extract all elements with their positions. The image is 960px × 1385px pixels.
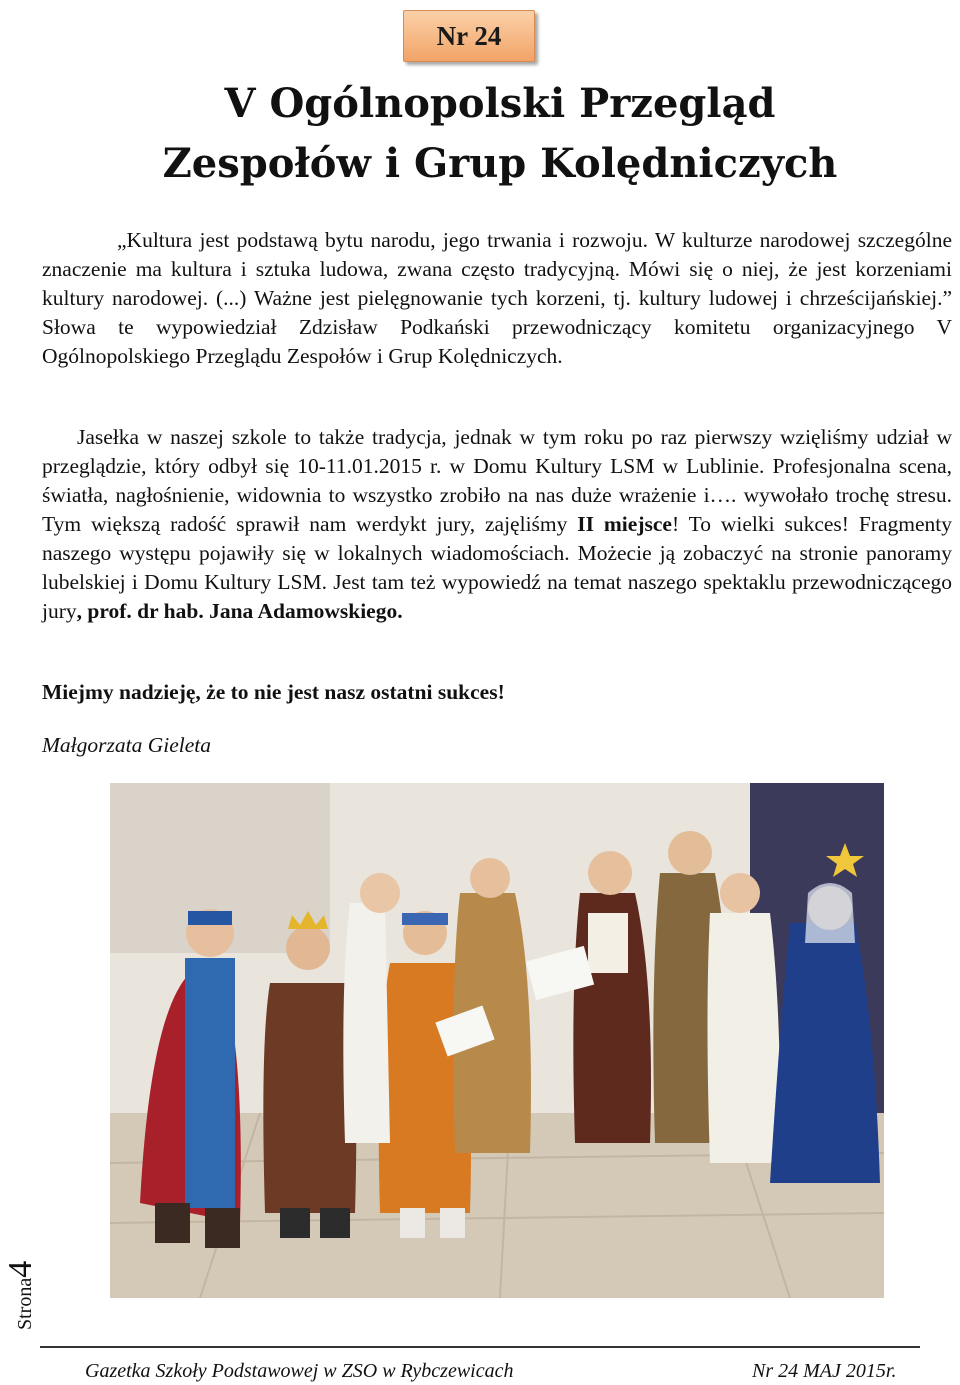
- group-photo-icon: [110, 783, 884, 1298]
- body-paragraph: [42, 423, 952, 626]
- page-number: 4: [2, 1260, 39, 1278]
- page-word: Strona: [14, 1277, 36, 1330]
- page-number-label: [2, 1260, 39, 1330]
- intro-attribution: Słowa te wypowiedział Zdzisław Podkański przewodniczący komitetu organizacyjnego V Ogólnopolskiego Przeglądu Zespołów i Grup Kolędniczych.: [42, 315, 952, 368]
- article-title-line-2: Zespołów i Grup Kolędniczych: [162, 140, 838, 187]
- intro-paragraph: [42, 226, 952, 371]
- article-title-line-1: V Ogólnopolski Przegląd: [224, 80, 776, 127]
- issue-number-badge: [403, 10, 535, 62]
- article-title: [60, 74, 940, 194]
- closing-line: Miejmy nadzieję, że to nie jest nasz ostatni sukces!: [42, 680, 505, 704]
- footer-publication-name: Gazetka Szkoły Podstawowej w ZSO w Rybczewicach: [85, 1360, 514, 1382]
- award-highlight: II miejsce: [577, 512, 672, 536]
- intro-quote: „Kultura jest podstawą bytu narodu, jego trwania i rozwoju. W kulturze narodowej szczególne znaczenie ma kultura i sztuka ludowa, zwana często tradycyjną. Mówi się o niej, że jest korzeniami kultury narodowej. (...) Ważne jest pielęgnowanie tych korzeni, tj. kultury ludowej i chrześcijańskiej.”: [42, 228, 952, 310]
- body-text-part-2: ! To wielki sukces! Fragmenty naszego występu pojawiły się w lokalnych wiadomościach. Możecie ją zobaczyć na stronie panoramy lubelskiej i Domu Kultury LSM. Jest tam też wypowiedź na temat naszego spektaklu przewodniczącego jury: [42, 512, 952, 623]
- jury-name: , prof. dr hab. Jana Adamowskiego.: [76, 599, 403, 623]
- footer-divider: [40, 1346, 920, 1348]
- group-photo: [110, 783, 884, 1298]
- footer-issue-date: Nr 24 MAJ 2015r.: [752, 1360, 897, 1382]
- author-signature: Małgorzata Gieleta: [42, 733, 211, 757]
- issue-number-label: Nr 24: [436, 20, 502, 51]
- body-text-part-1: Jasełka w naszej szkole to także tradycja, jednak w tym roku po raz pierwszy wzięliśmy udział w przeglądzie, który odbył się 10-11.01.2015 r. w Domu Kultury LSM w Lublinie. Profesjonalna scena, światła, nagłośnienie, widownia to wszystko zrobiło na nas duże wrażenie i…. wywołało trochę stresu. Tym większą radość sprawił nam werdykt jury, zajęliśmy: [42, 425, 952, 536]
